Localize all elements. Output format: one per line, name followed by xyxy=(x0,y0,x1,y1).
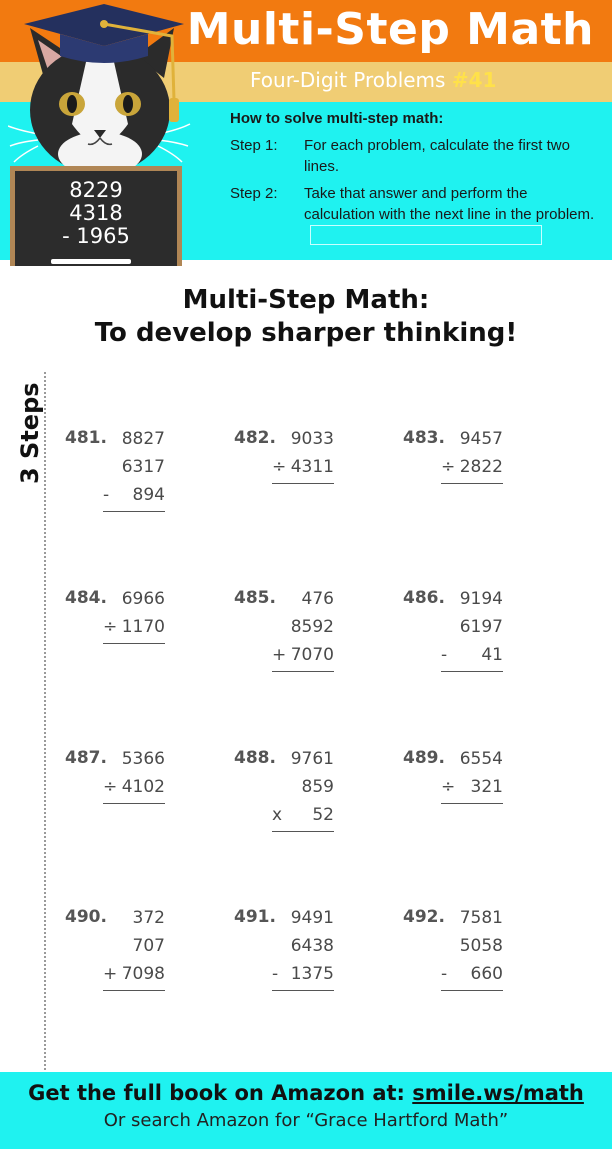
operand: 8592 xyxy=(290,617,334,637)
dotted-divider xyxy=(44,372,46,1070)
problem-line xyxy=(441,428,503,456)
step-2 xyxy=(230,183,602,246)
operand: 4102 xyxy=(121,777,165,797)
chalk-answer-line xyxy=(51,259,131,264)
problem-line xyxy=(272,428,334,456)
problem-line xyxy=(441,935,503,963)
problem-number: 488. xyxy=(234,748,276,768)
problem-number: 490. xyxy=(65,907,107,927)
problem-number: 483. xyxy=(403,428,445,448)
section-title xyxy=(0,284,612,350)
problem-line xyxy=(272,748,334,776)
math-problem xyxy=(65,428,175,518)
operand: 859 xyxy=(301,777,334,797)
problem-line xyxy=(441,963,503,991)
operator: x xyxy=(272,805,283,825)
step-text xyxy=(304,183,602,246)
operand: 476 xyxy=(301,589,334,609)
header-banner xyxy=(0,0,612,260)
problem-line xyxy=(272,907,334,935)
subtitle-text: Four-Digit Problems xyxy=(250,68,446,92)
operand: 9457 xyxy=(459,429,503,449)
problem-line xyxy=(441,907,503,935)
worksheet-number: #41 xyxy=(451,68,497,92)
problem-line xyxy=(272,963,334,991)
problem-line xyxy=(272,644,334,672)
footer-promo-text: Get the full book on Amazon at: xyxy=(28,1081,405,1105)
operator: + xyxy=(103,964,118,984)
operand: 6438 xyxy=(290,936,334,956)
operand: 4311 xyxy=(290,457,334,477)
step-text-content: Take that answer and perform the calculation with the next line in the problem. xyxy=(304,185,595,223)
problem-number: 481. xyxy=(65,428,107,448)
math-problem xyxy=(234,428,344,518)
problem-line xyxy=(441,748,503,776)
page-subtitle xyxy=(250,68,496,92)
operand: 41 xyxy=(481,645,503,665)
math-problem xyxy=(65,588,175,678)
problem-number: 484. xyxy=(65,588,107,608)
operand: 1170 xyxy=(121,617,165,637)
problem-line xyxy=(103,935,165,963)
problem-line xyxy=(272,616,334,644)
operand: 8827 xyxy=(121,429,165,449)
problem-number: 485. xyxy=(234,588,276,608)
section-title-line: To develop sharper thinking! xyxy=(94,318,518,348)
mascot xyxy=(8,4,198,260)
math-problem xyxy=(234,588,344,678)
instructions xyxy=(230,110,602,252)
operand: 372 xyxy=(132,908,165,928)
step-1 xyxy=(230,135,602,177)
problem-line xyxy=(441,644,503,672)
problem-line xyxy=(441,776,503,804)
operator: ÷ xyxy=(272,457,287,477)
operand: 6317 xyxy=(121,457,165,477)
math-problem xyxy=(234,907,344,997)
problem-line xyxy=(272,456,334,484)
operator: - xyxy=(272,964,279,984)
blank-box xyxy=(310,225,542,245)
math-problem xyxy=(403,907,513,997)
problem-number: 489. xyxy=(403,748,445,768)
operand: 707 xyxy=(132,936,165,956)
problem-number: 491. xyxy=(234,907,276,927)
problem-line xyxy=(441,588,503,616)
operand: 5366 xyxy=(121,749,165,769)
math-problem xyxy=(403,748,513,838)
operand: 6197 xyxy=(459,617,503,637)
chalk-line: 4318 xyxy=(69,201,123,225)
operator: ÷ xyxy=(103,777,118,797)
operator: ÷ xyxy=(441,777,456,797)
problem-line xyxy=(103,748,165,776)
chalkboard xyxy=(10,166,182,266)
step-label: Step 2: xyxy=(230,185,278,202)
problem-line xyxy=(103,907,165,935)
problem-number: 487. xyxy=(65,748,107,768)
operand: 6554 xyxy=(459,749,503,769)
operand: 6966 xyxy=(121,589,165,609)
operand: 9033 xyxy=(290,429,334,449)
operand: 894 xyxy=(132,485,165,505)
step-label: Step 1: xyxy=(230,137,278,154)
math-problem xyxy=(65,748,175,838)
problem-line xyxy=(103,776,165,804)
math-problem xyxy=(65,907,175,997)
operator: ÷ xyxy=(103,617,118,637)
instructions-title: How to solve multi-step math: xyxy=(230,110,444,127)
footer-search-hint: Or search Amazon for “Grace Hartford Math” xyxy=(103,1110,509,1131)
steps-side-label: 3 Steps xyxy=(16,382,44,484)
math-problem xyxy=(403,588,513,678)
amazon-link[interactable]: smile.ws/math xyxy=(412,1081,584,1105)
operand: 7581 xyxy=(459,908,503,928)
operand: 9761 xyxy=(290,749,334,769)
math-problem xyxy=(403,428,513,518)
problem-line xyxy=(103,428,165,456)
problem-line xyxy=(103,484,165,512)
footer-banner xyxy=(0,1072,612,1149)
problem-line xyxy=(103,616,165,644)
problem-line xyxy=(272,935,334,963)
operator: + xyxy=(272,645,287,665)
math-problem xyxy=(234,748,344,838)
operand: 52 xyxy=(312,805,334,825)
problem-line xyxy=(441,456,503,484)
problem-line xyxy=(272,776,334,804)
problem-number: 482. xyxy=(234,428,276,448)
operator: - xyxy=(441,964,448,984)
step-text: For each problem, calculate the first two lines. xyxy=(304,137,570,175)
operand: 9491 xyxy=(290,908,334,928)
problem-line xyxy=(103,456,165,484)
operand: 321 xyxy=(470,777,503,797)
problem-number: 486. xyxy=(403,588,445,608)
problem-number: 492. xyxy=(403,907,445,927)
operand: 1375 xyxy=(290,964,334,984)
operand: 9194 xyxy=(459,589,503,609)
chalk-line: 8229 xyxy=(69,178,123,202)
operator: - xyxy=(441,645,448,665)
operand: 7070 xyxy=(290,645,334,665)
footer-promo xyxy=(0,1081,612,1105)
problem-line xyxy=(441,616,503,644)
problem-line xyxy=(103,963,165,991)
problem-line xyxy=(272,588,334,616)
section-title-line: Multi-Step Math: xyxy=(182,285,430,315)
chalkboard-problem xyxy=(15,179,177,248)
chalk-line: - 1965 xyxy=(62,224,130,248)
operand: 660 xyxy=(470,964,503,984)
cat-with-graduation-cap-icon xyxy=(8,4,198,179)
operator: - xyxy=(103,485,110,505)
problem-line xyxy=(272,804,334,832)
operand: 2822 xyxy=(459,457,503,477)
page-title: Multi-Step Math xyxy=(186,4,594,55)
operand: 5058 xyxy=(459,936,503,956)
operator: ÷ xyxy=(441,457,456,477)
operand: 7098 xyxy=(121,964,165,984)
problem-line xyxy=(103,588,165,616)
